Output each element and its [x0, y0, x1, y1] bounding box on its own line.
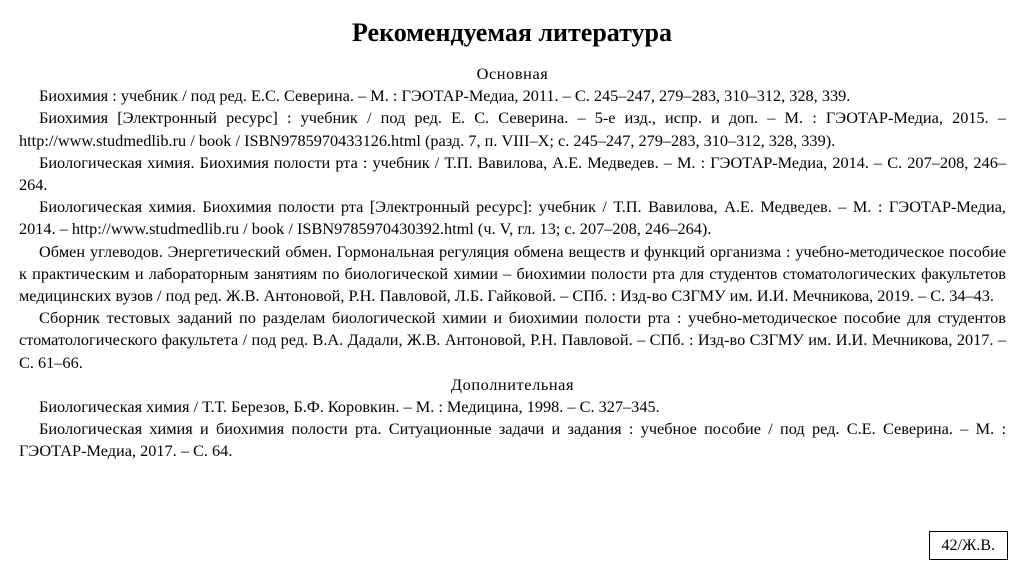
reference-item: Биохимия : учебник / под ред. Е.С. Северина. – М. : ГЭОТАР-Медиа, 2011. – С. 245–247, 279–283, 310–312, 328, 339.	[39, 86, 851, 106]
reference-item: Сборник тестовых заданий по разделам биологической химии и биохимии полости рта : учебно-методическое пособие для студентов стоматологического факультета / под ред. В.А. Дадали, Ж.В. Антоновой, Р.Н. Павловой. – СПб. : Изд-во СЗГМУ им. И.И. Мечникова, 2017. – С. 61–66.	[19, 308, 1006, 372]
reference-item: Биологическая химия. Биохимия полости рта [Электронный ресурс]: учебник / Т.П. Вавилова, А.Е. Медведев. – М. : ГЭОТАР-Медиа, 2014. – http://www.studmedlib.ru / book / ISBN9785970430392.html (ч. V, гл. 13; с. 207–208, 246–264).	[19, 197, 1006, 239]
section-heading-main: Основная	[476, 64, 549, 83]
reference-item: Биохимия [Электронный ресурс] : учебник / под ред. Е. С. Северина. – 5-е изд., испр. и доп. – М. : ГЭОТАР-Медиа, 2015. – http://www.studmedlib.ru / book / ISBN9785970433126.html (разд. 7, п. VIII–X; с. 245–247, 279–283, 310–312, 328, 339).	[19, 108, 1006, 150]
section-heading-additional: Дополнительная	[450, 374, 575, 394]
page-title: Рекомендуемая литература	[352, 18, 672, 47]
reference-item: Обмен углеводов. Энергетический обмен. Гормональная регуляция обмена веществ и функций организма : учебно-методическое пособие к практическим и лабораторным занятиям по биологической химии – биохимии полости рта для студентов стоматологических факультетов медицинских вузов / под ред. Ж.В. Антоновой, Р.Н. Павловой, Л.Б. Гайковой. – СПб. : Изд-во СЗГМУ им. И.И. Мечникова, 2019. – С. 34–43.	[19, 241, 1006, 306]
reference-item: Биологическая химия. Биохимия полости рта : учебник / Т.П. Вавилова, А.Е. Медведев. – М. : ГЭОТАР-Медиа, 2014. – С. 207–208, 246–264.	[19, 152, 1006, 195]
reference-item: Биологическая химия / Т.Т. Березов, Б.Ф. Коровкин. – М. : Медицина, 1998. – С. 327–345.	[39, 397, 660, 417]
literature-list	[19, 63, 1006, 463]
reference-item: Биологическая химия и биохимия полости рта. Ситуационные задачи и задания : учебное пособие / под ред. С.Е. Северина. – М. : ГЭОТАР-Медиа, 2017. – С. 64.	[19, 419, 1006, 461]
page-number-badge: 42/Ж.В.	[929, 531, 1008, 560]
